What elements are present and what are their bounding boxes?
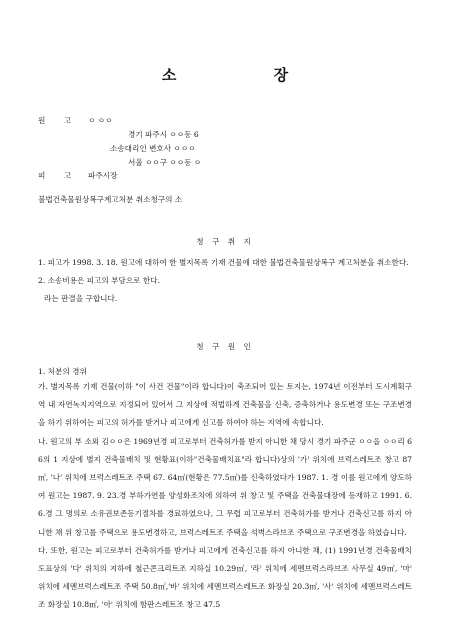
purpose-heading: 청 구 취 지	[196, 237, 254, 246]
cause-paragraph: 나. 원고의 부 소외 김ㅇㅇ은 1969년경 피고로부터 건축허가를 받지 아니한 채 당시 경기 파주군 ㅇㅇ읍 ㅇㅇ리 66의 1 지상에 별지 건축물배치 및 현황표(이하"건축물배치표"라 합니다)상의 '가' 위치에 브럭스레트조 창고 87㎡, '나' 위치에 브럭스레트조 주택 67. 64㎡(현황은 77.5㎡)를 신축하였다가 1987. 1. 경 이를 원고에게 양도하여 원고는 1987. 9. 23.경 부하가연를 양성화조치에 의하여 위 창고 및 주택을 건축물대장에 등재하고 1991. 6. 6.경 그 명의로 소유권보존등기절차를 경료하였으나, 그 무렵 피고로부터 건축허가를 받거나 건축신고를 하지 아니한 채 위 창고를 주택으로 용도변경하고, 브럭스레트조 주택을 석벽스라브조 주택으로 구조변경을 하였습니다.	[38, 436, 412, 537]
cause-paragraph: 다. 또한, 원고는 피고로부터 건축허가를 받거나 피고에게 건축신고를 하지 아니한 채, (1) 1991년경 건축물배치도표상의 '다' 위치의 지하에 철근콘크리트조 지하실 10.29㎡, '라' 위치에 세멘브럭스라브조 사무실 49㎡, '마' 위치에 세멘브럭스레트조 주택 50.8㎡,'바' 위치에 세멘브럭스레트조 화장실 20.3㎡, '사' 위치에 세멘브럭스레트조 화장실 10.8㎡, '아' 위치에 함판스레트조 창고 47.5	[38, 545, 412, 610]
cause-paragraph: 가. 별지목록 기재 건물(이하 "이 사건 건물"이라 합니다)이 축조되어 있는 토지는, 1974년 이전부터 도시계획구역 내 자연녹지지역으로 지정되어 있어서 그 지상에 적법하게 건축물을 신축, 증축하거나 용도변경 또는 구조변경을 하기 위하여는 피고의 허가를 받거나 피고에게 신고를 하여야 하는 지역에 속합니다.	[38, 382, 412, 428]
plaintiff-address: 경기 파주시 ㅇㅇ동 6	[128, 130, 199, 139]
attorney-address: 서울 ㅇㅇ구 ㅇㅇ동 ㅇ	[128, 158, 202, 167]
document-title: 소 장	[161, 66, 335, 84]
purpose-closing: 라는 판결을 구합니다.	[44, 294, 118, 304]
defendant-label: 피 고	[38, 171, 80, 180]
plaintiff-row	[38, 116, 112, 126]
defendant-name: 파주시장	[88, 171, 118, 180]
attorney: 소송대리인 변호사 ㅇㅇㅇ	[110, 144, 196, 153]
purpose-item: 1. 피고가 1998. 3. 18. 원고에 대하여 한 별지목록 기재 건물에 대한 불법건축물원상복구 계고처분을 취소한다.	[38, 258, 409, 267]
defendant-row	[38, 171, 117, 181]
purpose-list	[38, 254, 412, 309]
purpose-item: 2. 소송비용은 피고의 부담으로 한다.	[38, 276, 161, 286]
plaintiff-name: ㅇ ㅇㅇ	[88, 116, 113, 125]
plaintiff-label: 원 고	[38, 116, 80, 125]
section-title: 1. 처분의 경위	[38, 367, 87, 376]
cause-body	[38, 378, 412, 615]
case-title: 불법건축물원상복구계고처분 취소청구의 소	[38, 195, 183, 204]
cause-heading: 청 구 원 인	[196, 342, 254, 351]
